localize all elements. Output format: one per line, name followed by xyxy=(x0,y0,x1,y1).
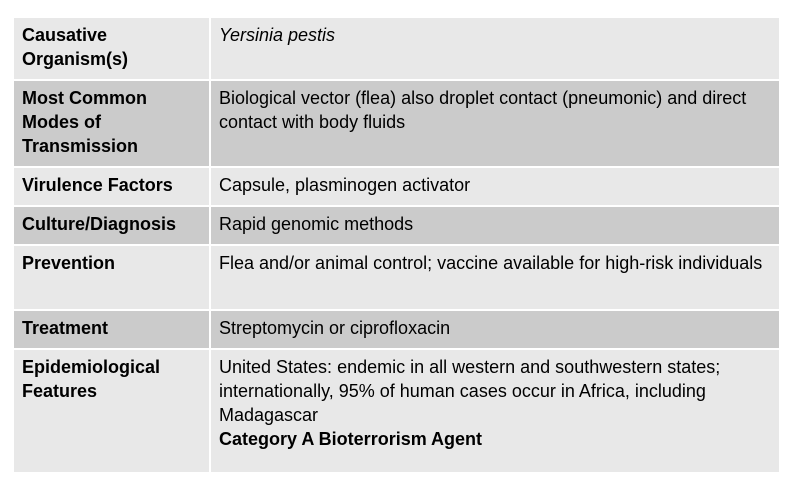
row-value: Rapid genomic methods xyxy=(210,206,779,245)
table-row-prevention xyxy=(14,245,779,310)
row-label: Culture/Diagnosis xyxy=(14,206,210,245)
row-label: Prevention xyxy=(14,245,210,310)
disease-info-table xyxy=(14,18,779,472)
bioterrorism-category: Category A Bioterrorism Agent xyxy=(219,429,483,449)
row-value: Capsule, plasminogen activator xyxy=(210,167,779,206)
row-label: Most Common Modes of Transmission xyxy=(14,80,210,167)
table-row-causative-organism xyxy=(14,18,779,80)
table-row-virulence-factors xyxy=(14,167,779,206)
table-row-treatment xyxy=(14,310,779,349)
epidemiology-text: United States: endemic in all western and southwestern states; internationally, 95% of human cases occur in Africa, including Madagascar xyxy=(219,357,721,425)
table-row-transmission xyxy=(14,80,779,167)
row-value xyxy=(210,349,779,472)
row-value: Yersinia pestis xyxy=(210,18,779,80)
row-value: Streptomycin or ciprofloxacin xyxy=(210,310,779,349)
row-value: Flea and/or animal control; vaccine available for high-risk individuals xyxy=(210,245,779,310)
row-label: Virulence Factors xyxy=(14,167,210,206)
table-row-culture-diagnosis xyxy=(14,206,779,245)
row-label: Treatment xyxy=(14,310,210,349)
row-value: Biological vector (flea) also droplet contact (pneumonic) and direct contact with body fluids xyxy=(210,80,779,167)
row-label: Causative Organism(s) xyxy=(14,18,210,80)
row-label: Epidemiological Features xyxy=(14,349,210,472)
table-row-epidemiological-features xyxy=(14,349,779,472)
